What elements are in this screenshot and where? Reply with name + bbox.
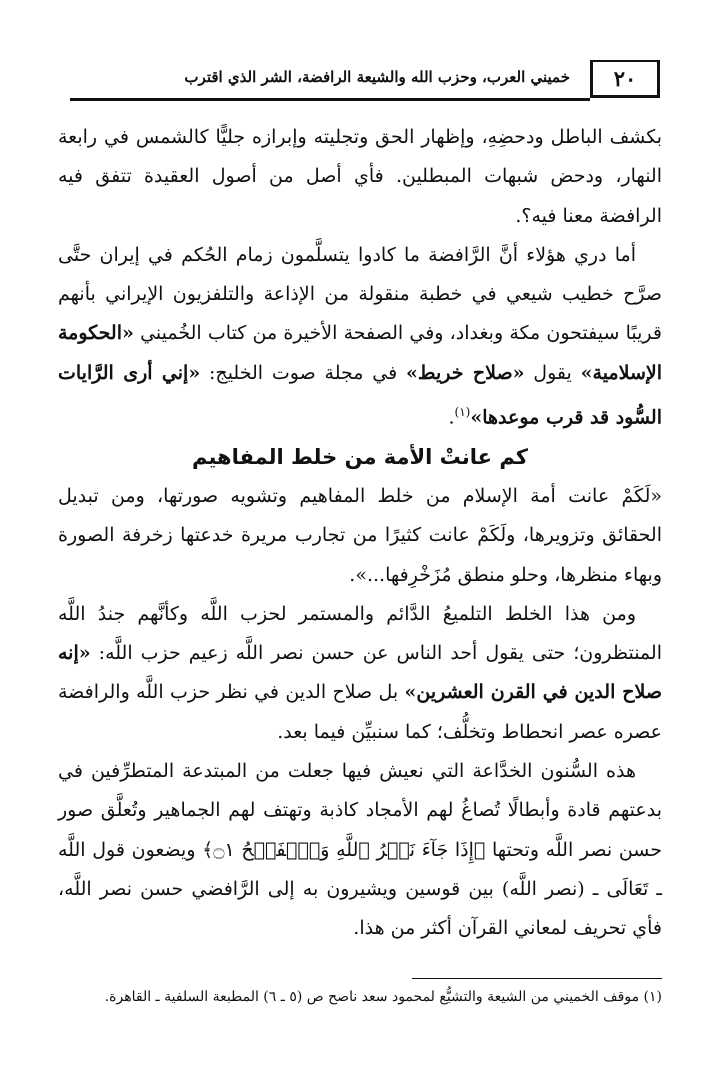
- paragraph-2-mid: يقول: [524, 361, 581, 384]
- paragraph-2-mid2: في مجلة صوت الخليج:: [200, 361, 407, 384]
- main-text: [58, 118, 662, 949]
- header-rule: [70, 98, 590, 101]
- paragraph-5: هذه السُّنون الخدَّاعة التي نعيش فيها جعلت من المبتدعة المتطرِّفين في بدعتهم قادة وأبطالًا تُصاغُ لهم الأمجاد كاذبة وتهتف لهم الجماهير وتُعلَّق صور حسن نصر اللَّه وتحتها ﴿إِذَا جَآءَ نَصۡرُ ٱللَّهِ وَٱلۡفَتۡحُ ۝١﴾ ويضعون قول اللَّه ـ تَعَالَى ـ (نصر اللَّه) بين قوسين ويشيرون به إلى الرَّافضي حسن نصر اللَّه، فأي تحريف لمعاني القرآن أكثر من هذا.: [58, 760, 663, 940]
- book-title: «الحكومة الإسلامية»: [58, 322, 662, 384]
- paragraph-1: بكشف الباطل ودحضِهِ، وإظهار الحق وتجليته وإبرازه جليًّا كالشمس في رابعة النهار، ودحض شبهات المبطلين. فأي أصل من أصول العقيدة تتفق فيه الرافضة معنا فيه؟.: [58, 126, 662, 227]
- paragraph-2-end: .: [448, 406, 455, 429]
- paragraph-4: [58, 595, 662, 752]
- page-number: ٢٠: [590, 60, 660, 98]
- quote-black-banners: «إني أرى الرَّايات السُّود قد قرب موعدها»: [58, 361, 662, 429]
- author-name: «صلاح خريط»: [406, 361, 525, 384]
- quote-salah-aldin: «إنه صلاح الدين في القرن العشرين»: [58, 642, 662, 704]
- paragraph-2: [58, 236, 662, 438]
- footnote: (١) موقف الخميني من الشيعة والتشيُّع لمحمود سعد ناصح ص (٥ ـ ٦) المطبعة السلفية ـ القاهرة.: [104, 989, 662, 1005]
- section-heading: كم عانتْ الأمة من خلط المفاهيم: [191, 444, 528, 469]
- footnote-ref: (١): [454, 405, 471, 420]
- paragraph-4-start: ومن هذا الخلط التلميعُ الدَّائم والمستمر لحزب اللَّه وكأنَّهم جندُ اللَّه المنتظرون؛ حتى يقول أحد الناس عن حسن نصر اللَّه زعيم حزب اللَّه:: [58, 602, 662, 665]
- footnote-rule: [412, 978, 662, 979]
- paragraph-3: «لَكَمْ عانت أمة الإسلام من خلط المفاهيم وتشويه صورتها، ومن تبديل الحقائق وتزويرها، ولَكَمْ عانت كثيرًا من تجارب مريرة خدعتها زخرفة الصورة وبهاء منظرها، وحلو منطق مُزَخْرِفها...».: [58, 485, 662, 586]
- page-header: [60, 58, 660, 104]
- paragraph-4-end: بل صلاح الدين في نظر حزب اللَّه والرافضة عصره عصر انحطاط وتخلُّف؛ كما سنبيِّن فيما بعد.: [58, 681, 662, 743]
- running-title: خميني العرب، وحزب الله والشيعة الرافضة، الشر الذي اقترب: [184, 68, 570, 86]
- paragraph-2-start: أما دري هؤلاء أنَّ الرَّافضة ما كادوا يتسلَّمون زمام الحُكم في إيران حتَّى صرَّح خطيب شيعي في خطبة منقولة من الإذاعة والتلفزيون الإيراني بأنهم قريبًا سيفتحون مكة وبغداد، وفي الصفحة الأخيرة من كتاب الخُميني: [58, 243, 662, 345]
